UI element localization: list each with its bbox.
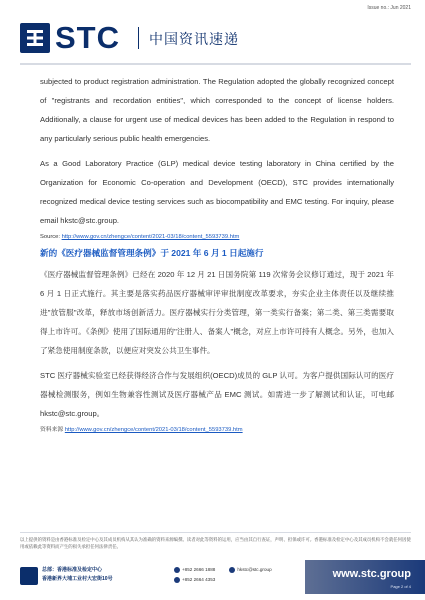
source-link-1[interactable]: http://www.gov.cn/zhengce/content/2021-03/18/content_5593739.htm [61,234,240,240]
logo-text: STC [55,20,120,55]
header-rule [20,63,411,65]
footer-org-line2: 香港新界大埔工业村大宏街10号 [42,576,113,582]
footer-contacts [174,565,272,585]
stc-logo-icon [20,23,50,53]
footer-email[interactable]: hkstc@stc.group [229,565,271,575]
section-heading-cn: 新的《医疗器械监督管理条例》于 2021 年 6 月 1 日起施行 [40,248,264,258]
page-header [20,17,411,63]
page-footer [0,554,425,600]
source-line-2 [40,425,394,435]
header-subtitle: 中国资讯速递 [149,31,239,47]
source-line-1 [40,232,394,242]
phone-icon [174,567,180,573]
footer-logo-icon [20,567,38,585]
footer-fax: +852 2664 4353 [174,575,215,585]
source-label: Source: [40,234,62,240]
disclaimer: 以上提供的资料是由香港标准及检定中心及其成员机构从其认为准确的资料来源编撰。读者对此等资料的运用，应当由其自行查证，声明、担保或许可。香港标准及检定中心及其成员机构不会就任何因使用或依赖此等资料而产生的损失承担任何法律责任。 [20,532,411,550]
footer-org-line1: 总部：香港标准及检定中心 [42,567,103,573]
footer-phone: +852 2666 1888 [174,565,215,575]
header-divider [138,27,139,49]
footer-address [42,566,113,584]
page-number: Page 2 of 4 [390,584,411,589]
issue-number: Issue no.: Jun 2021 [367,5,411,11]
article-content [40,72,394,438]
paragraph-cn-2: STC 医疗器械实验室已经获得经济合作与发展组织(OECD)成员的 GLP 认可。为客户提供国际认可的医疗器械检测服务，例如生物兼容性测试及医疗器械产品 EMC 测试。如需进一步了解测试和认证，可电邮 hkstc@stc.group。 [40,371,394,418]
footer-website[interactable]: www.stc.group [332,568,411,580]
source-link-2[interactable]: http://www.gov.cn/zhengce/content/2021-03/18/content_5593739.htm [64,427,243,433]
paragraph-1: subjected to product registration administration. The Regulation adopted the globally recognized concept of "registrants and recordation entities", which corresponded to the concept of license holders. Additionally, a clause for urgent use of medical devices has been added to the Regulation in respond to any particularly serious public health emergencies. [40,77,394,143]
source-label-cn: 资料来源 [40,427,65,433]
paragraph-cn-1: 《医疗器械监督管理条例》已经在 2020 年 12 月 21 日国务院第 119 次常务会议修订通过，现于 2021 年 6 月 1 日正式施行。其主要是落实药品医疗器械审评审批制度改革要求，夯实企业主体责任以及继续推进"放管服"改革，释放市场创新活力。医疗器械实行分类管理，第一类实行备案；第二类、第三类需要取得上市许可。《条例》使用了国际通用的"注册人、备案人"概念，对应上市许可持有人概念。另外，也加入了紧急使用制度条款，以便应对突发公共卫生事件。 [40,270,394,355]
fax-icon [174,577,180,583]
paragraph-2: As a Good Laboratory Practice (GLP) medical device testing laboratory in China certified by the Organization for Economic Co-operation and Development (OECD), STC provides internationally recognized medical device testing services such as biocompatibility and EMC testing. For inquiry, please email hkstc@stc.group. [40,159,394,225]
email-icon [229,567,235,573]
